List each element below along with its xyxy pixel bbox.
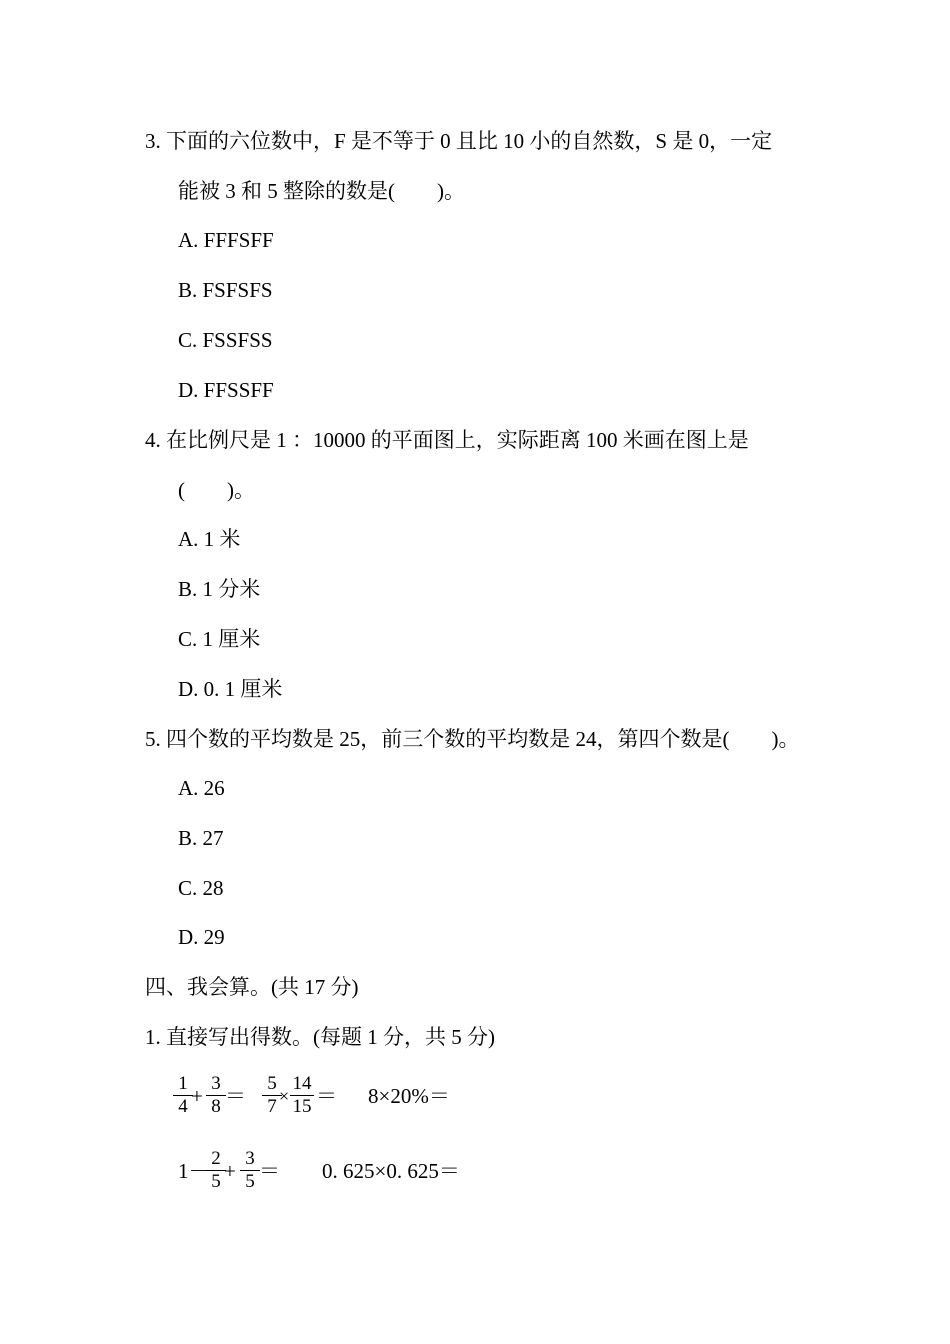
expr4-equals: ＝ — [259, 1159, 280, 1183]
expr1-f2-num: 3 — [211, 1073, 221, 1094]
expr2-f1-num: 5 — [267, 1073, 277, 1094]
q4-option-d: D. 0. 1 厘米 — [178, 677, 283, 701]
expr2-times: × — [279, 1086, 290, 1106]
expr4-f2-num: 3 — [245, 1148, 255, 1169]
q4-option-b: B. 1 分米 — [178, 577, 261, 601]
expr5: 0. 625×0. 625＝ — [322, 1159, 460, 1183]
q5-option-b: B. 27 — [178, 826, 224, 850]
q4-option-c: C. 1 厘米 — [178, 627, 261, 651]
q5-option-d: D. 29 — [178, 925, 225, 949]
q4-stem-line2: ( )。 — [178, 478, 255, 502]
q4-stem-line1: 4. 在比例尺是 1 ：10000 的平面图上，实际距离 100 米画在图上是 — [145, 428, 749, 452]
expr4-lead: 1－ — [178, 1159, 210, 1183]
expr1-f1-num: 1 — [178, 1073, 188, 1094]
section4-title: 四、我会算。(共 17 分) — [145, 975, 359, 999]
expr4-fraction-2 — [239, 1149, 261, 1192]
expr2-f2-den: 15 — [292, 1096, 312, 1117]
expr4-f2-den: 5 — [245, 1171, 255, 1192]
q3-option-d: D. FFSSFF — [178, 378, 274, 402]
q3-option-b: B. FSFSFS — [178, 278, 273, 302]
q3-stem-line2: 能被 3 和 5 整除的数是( )。 — [178, 179, 465, 203]
expr1-f2-den: 8 — [211, 1096, 221, 1117]
q3-option-c: C. FSSFSS — [178, 328, 273, 352]
expr3: 8×20%＝ — [368, 1084, 450, 1108]
q5-option-c: C. 28 — [178, 876, 224, 900]
expr1-plus: + — [191, 1084, 203, 1108]
section4-sub1: 1. 直接写出得数。(每题 1 分，共 5 分) — [145, 1025, 495, 1049]
expr2-f1-den: 7 — [267, 1096, 277, 1117]
expr2-f2-num: 14 — [292, 1073, 312, 1094]
expr4-plus: + — [224, 1159, 236, 1183]
expr2-fraction-2 — [289, 1074, 315, 1117]
q4-option-a: A. 1 米 — [178, 527, 241, 551]
q3-stem-line1: 3. 下面的六位数中，F 是不等于 0 且比 10 小的自然数，S 是 0，一定 — [145, 129, 773, 153]
q3-option-a: A. FFFSFF — [178, 228, 274, 252]
expr4-f1-num: 2 — [211, 1148, 221, 1169]
expr1-f1-den: 4 — [178, 1096, 188, 1117]
expr1-equals: ＝ — [225, 1084, 246, 1108]
q5-option-a: A. 26 — [178, 776, 225, 800]
expr2-equals: ＝ — [316, 1084, 337, 1108]
expr4-f1-den: 5 — [211, 1171, 221, 1192]
expr1-fraction-2 — [205, 1074, 227, 1117]
q5-stem: 5. 四个数的平均数是 25，前三个数的平均数是 24，第四个数是( )。 — [145, 727, 800, 751]
